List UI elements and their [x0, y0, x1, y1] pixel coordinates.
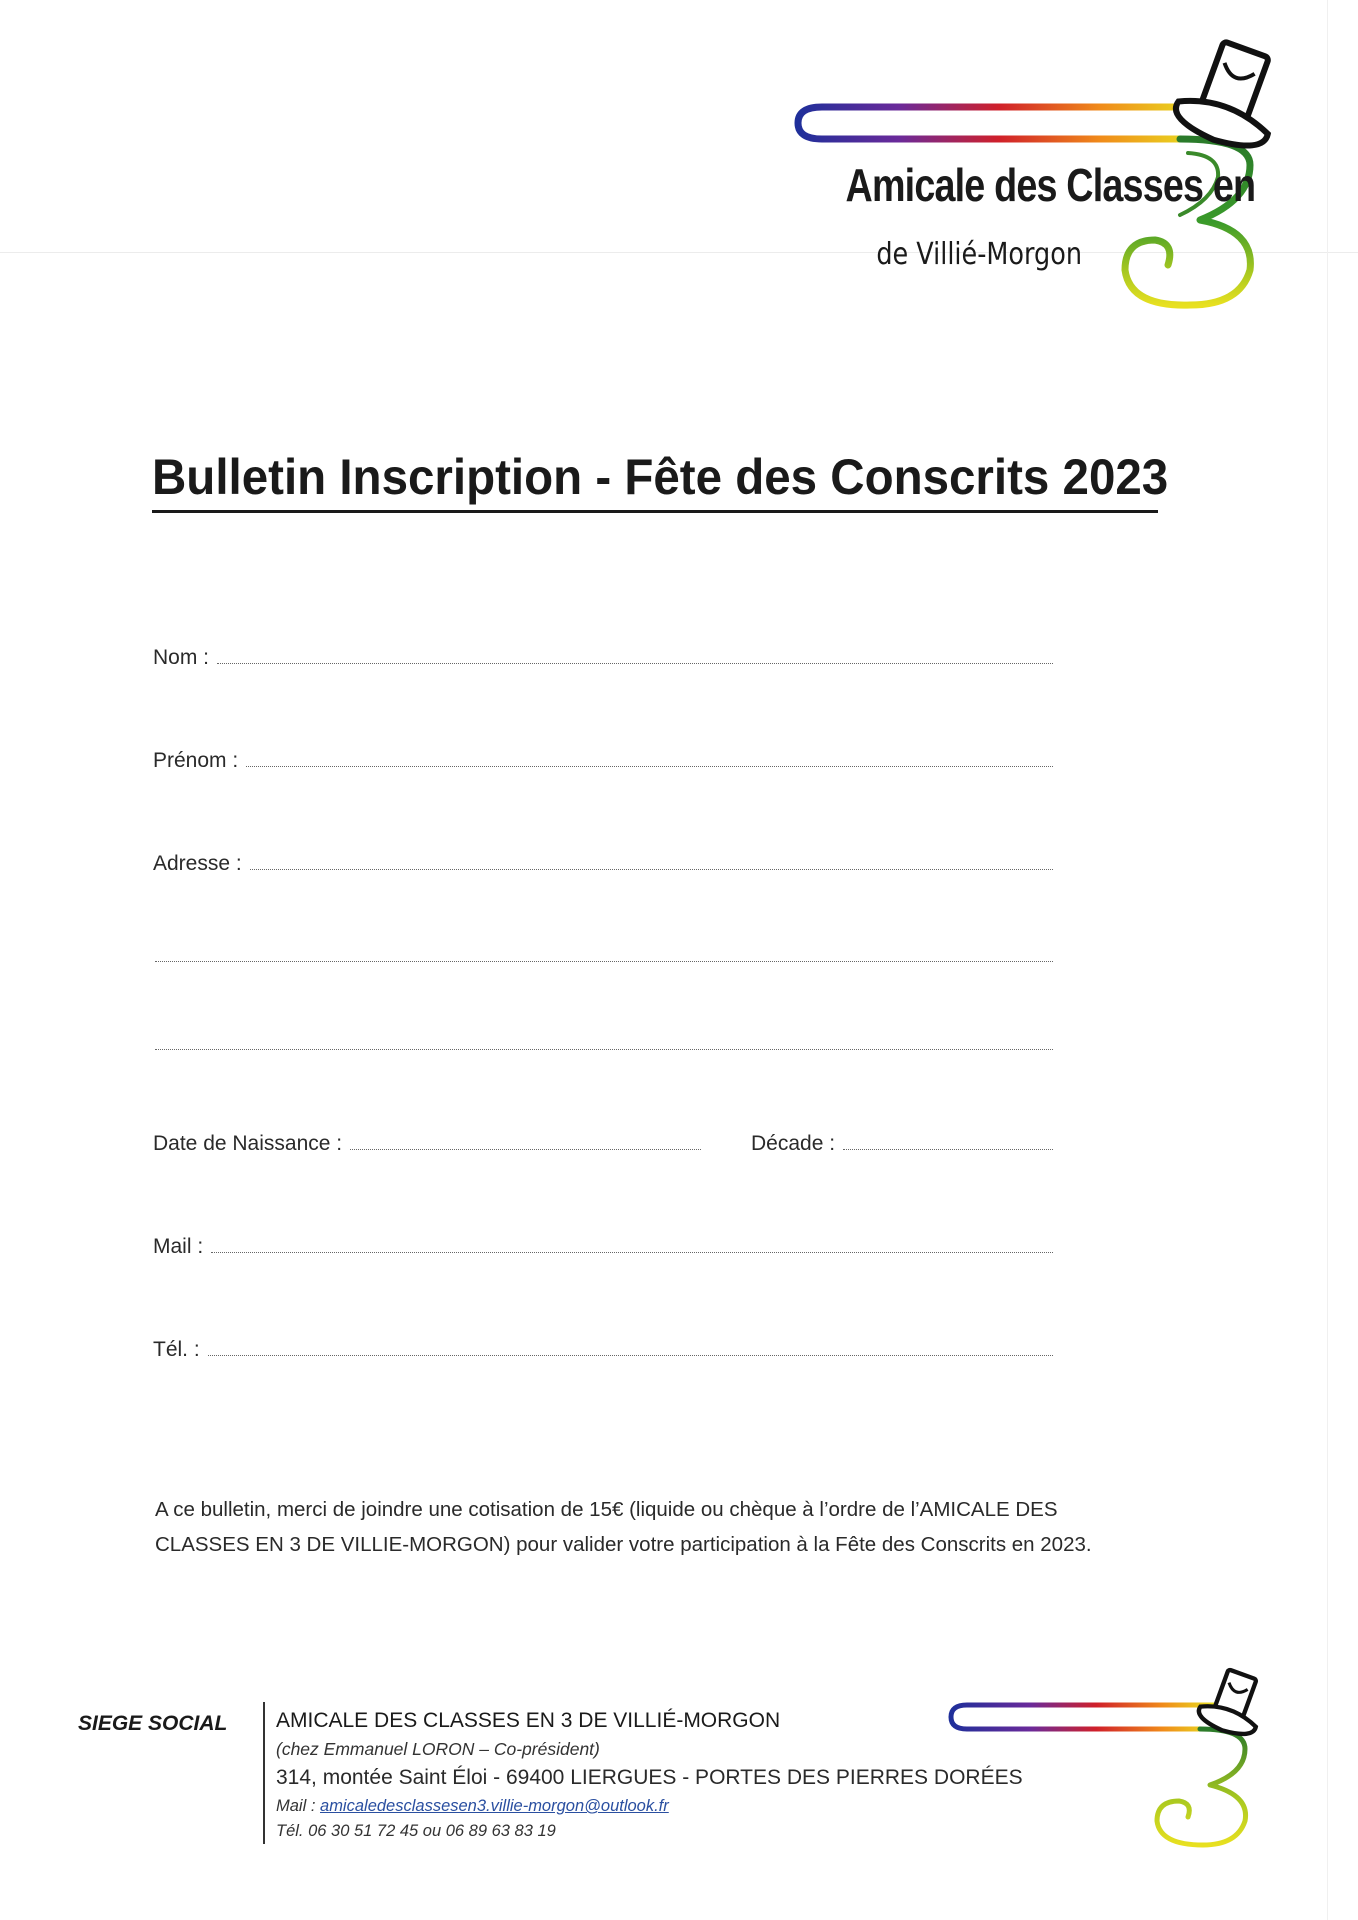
- footer-top-hat-three-graphic: [945, 1645, 1295, 1855]
- adresse-input-line-3[interactable]: [155, 1049, 1053, 1050]
- footer-mail: [276, 1794, 1036, 1819]
- adresse-label: Adresse :: [153, 852, 242, 875]
- mail-label: Mail :: [153, 1235, 204, 1258]
- footer-tel: Tél. 06 30 51 72 45 ou 06 89 63 83 19: [276, 1822, 556, 1840]
- logo-title: Amicale des Classes en: [845, 159, 1256, 211]
- footer-org-name: AMICALE DES CLASSES EN 3 DE VILLIÉ-MORGON: [276, 1709, 781, 1732]
- footer-contact-block: [276, 1706, 1036, 1844]
- payment-notice-line-2: CLASSES EN 3 DE VILLIE-MORGON) pour valider votre participation à la Fête des Conscrits en 2023.: [155, 1533, 1092, 1556]
- prenom-input-line[interactable]: [246, 766, 1053, 767]
- document-title: [152, 448, 1169, 513]
- nom-label: Nom :: [153, 646, 210, 669]
- field-date-naissance[interactable]: [153, 1124, 701, 1158]
- footer-mail-link[interactable]: amicaledesclassesen3.villie-morgon@outlook.fr: [320, 1797, 669, 1815]
- footer-chez: (chez Emmanuel LORON – Co-président): [276, 1739, 600, 1759]
- field-adresse[interactable]: [153, 844, 1053, 878]
- payment-notice: [155, 1492, 1175, 1562]
- field-tel[interactable]: [153, 1330, 1053, 1364]
- footer-siege-label: SIEGE SOCIAL: [78, 1712, 228, 1735]
- decade-input-line[interactable]: [843, 1149, 1053, 1150]
- payment-notice-line-1: A ce bulletin, merci de joindre une cotisation de 15€ (liquide ou chèque à l’ordre de l’AMICALE DES: [155, 1498, 1058, 1521]
- footer-mail-prefix: Mail :: [276, 1797, 316, 1815]
- date-naissance-input-line[interactable]: [350, 1149, 701, 1150]
- tel-label: Tél. :: [153, 1338, 200, 1361]
- header-logo: [780, 15, 1300, 315]
- adresse-input-line-2[interactable]: [155, 961, 1053, 962]
- prenom-label: Prénom :: [153, 749, 239, 772]
- date-naissance-label: Date de Naissance :: [153, 1132, 343, 1155]
- logo-subtitle: de Villié-Morgon: [876, 237, 1082, 272]
- field-prenom[interactable]: [153, 741, 1053, 775]
- footer-divider: [263, 1702, 265, 1844]
- field-nom[interactable]: [153, 638, 1053, 672]
- document-title-text: Bulletin Inscription - Fête des Conscrits 2023: [152, 449, 1169, 505]
- scan-artifact-vline: [1327, 0, 1328, 1920]
- mail-input-line[interactable]: [211, 1252, 1053, 1253]
- tel-input-line[interactable]: [208, 1355, 1053, 1356]
- nom-input-line[interactable]: [217, 663, 1053, 664]
- adresse-input-line[interactable]: [250, 869, 1053, 870]
- field-decade[interactable]: [751, 1124, 1053, 1158]
- decade-label: Décade :: [751, 1132, 836, 1155]
- footer-logo: [945, 1645, 1295, 1855]
- field-mail[interactable]: [153, 1227, 1053, 1261]
- footer-address: 314, montée Saint Éloi - 69400 LIERGUES - PORTES DES PIERRES DORÉES: [276, 1766, 1023, 1789]
